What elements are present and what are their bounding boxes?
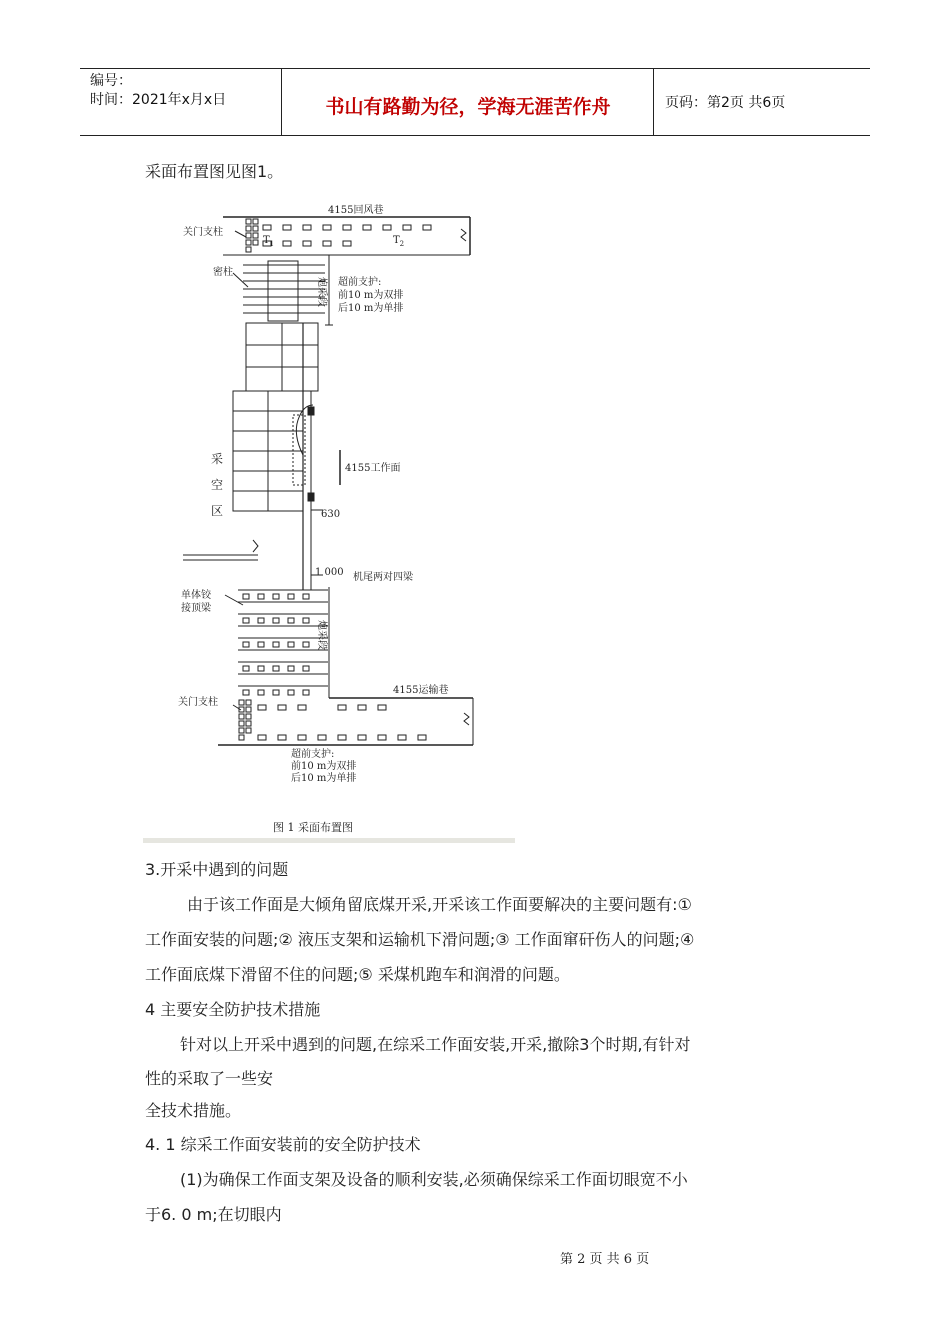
gate-props-bottom (239, 700, 251, 740)
label-single-hinge-2: 接顶梁 (181, 603, 211, 614)
section3-title: 3.开采中遇到的问题 (145, 860, 289, 879)
section41-line-2: 于6. 0 m;在切眼内 (145, 1205, 282, 1224)
lower-blast-beams (238, 590, 328, 686)
section4-title: 4 主要安全防护技术措施 (145, 1000, 321, 1019)
label-tail-beams: 机尾两对四梁 (353, 572, 413, 583)
label-dim-630: 630 (321, 509, 341, 520)
upper-blast-beams (243, 261, 325, 321)
header-divider-left (281, 68, 282, 136)
upper-support-blocks (246, 323, 318, 391)
header-top-border (80, 68, 870, 69)
label-face: 4155工作面 (345, 463, 401, 474)
section4-line-3: 全技术措施。 (145, 1101, 242, 1120)
label-advance-support-top-2: 前10 m为双排 (338, 290, 404, 301)
label-advance-support-bottom-2: 前10 m为双排 (291, 761, 357, 772)
header-time-label: 时间：2021年x月x日 (90, 92, 227, 108)
label-dense-prop: 密柱 (213, 267, 233, 278)
section4-line-1: 针对以上开采中遇到的问题,在综采工作面安装,开采,撤除3个时期,有针对 (180, 1035, 691, 1054)
page-footer: 第 2 页 共 6 页 (560, 1252, 650, 1267)
label-gate-prop-top: 关门支柱 (183, 227, 223, 238)
header-motto: 书山有路勤为径，学海无涯苦作舟 (325, 96, 611, 118)
section41-line-1: (1)为确保工作面支架及设备的顺利安装,必须确保综采工作面切眼宽不小 (180, 1170, 688, 1189)
transport-roadway-props (258, 705, 426, 740)
label-return-roadway: 4155回风巷 (328, 205, 384, 216)
label-single-hinge-1: 单体铰 (181, 590, 211, 601)
header-number-label: 编号： (90, 73, 132, 89)
label-blast-section-top: 炮采段 (316, 277, 327, 307)
section41-title: 4. 1 综采工作面安装前的安全防护技术 (145, 1135, 421, 1154)
header-page-label: 页码：第2页 共6页 (665, 95, 786, 111)
figure-caption: 图 1 采面布置图 (273, 821, 353, 834)
figure-mining-face-layout (143, 195, 523, 845)
label-goaf-3: 区 (211, 504, 224, 518)
label-t2: $T_2$ (393, 235, 405, 248)
label-blast-section-bottom: 炮采段 (316, 620, 327, 650)
section4-line-2: 性的采取了一些安 (145, 1069, 274, 1088)
label-t1: $T_1$ (263, 235, 275, 248)
label-goaf-1: 采 (211, 452, 224, 466)
intro-text: 采面布置图见图1。 (145, 162, 284, 181)
section3-line-3: 工作面底煤下滑留不住的问题;⑤ 采煤机跑车和润滑的问题。 (145, 965, 570, 984)
label-dim-1000: 1 000 (315, 567, 344, 578)
header-bottom-border (80, 135, 870, 136)
header-divider-right (653, 68, 654, 136)
label-advance-support-bottom-1: 超前支护: (291, 749, 335, 760)
label-advance-support-top-1: 超前支护: (338, 277, 382, 288)
section3-line-2: 工作面安装的问题;② 液压支架和运输机下滑问题;③ 工作面窜矸伤人的问题;④ (145, 930, 695, 949)
gate-props-top (246, 219, 258, 252)
figure-underline (143, 838, 515, 843)
label-transport-roadway: 4155运输巷 (393, 685, 449, 696)
return-roadway-props (263, 225, 431, 246)
section3-line-1: 由于该工作面是大倾角留底煤开采,开采该工作面要解决的主要问题有:① (187, 895, 692, 914)
label-goaf-2: 空 (211, 478, 224, 492)
label-advance-support-bottom-3: 后10 m为单排 (291, 773, 357, 784)
lower-blast-props (243, 594, 309, 695)
label-advance-support-top-3: 后10 m为单排 (338, 303, 404, 314)
label-gate-prop-bottom: 关门支柱 (178, 697, 218, 708)
